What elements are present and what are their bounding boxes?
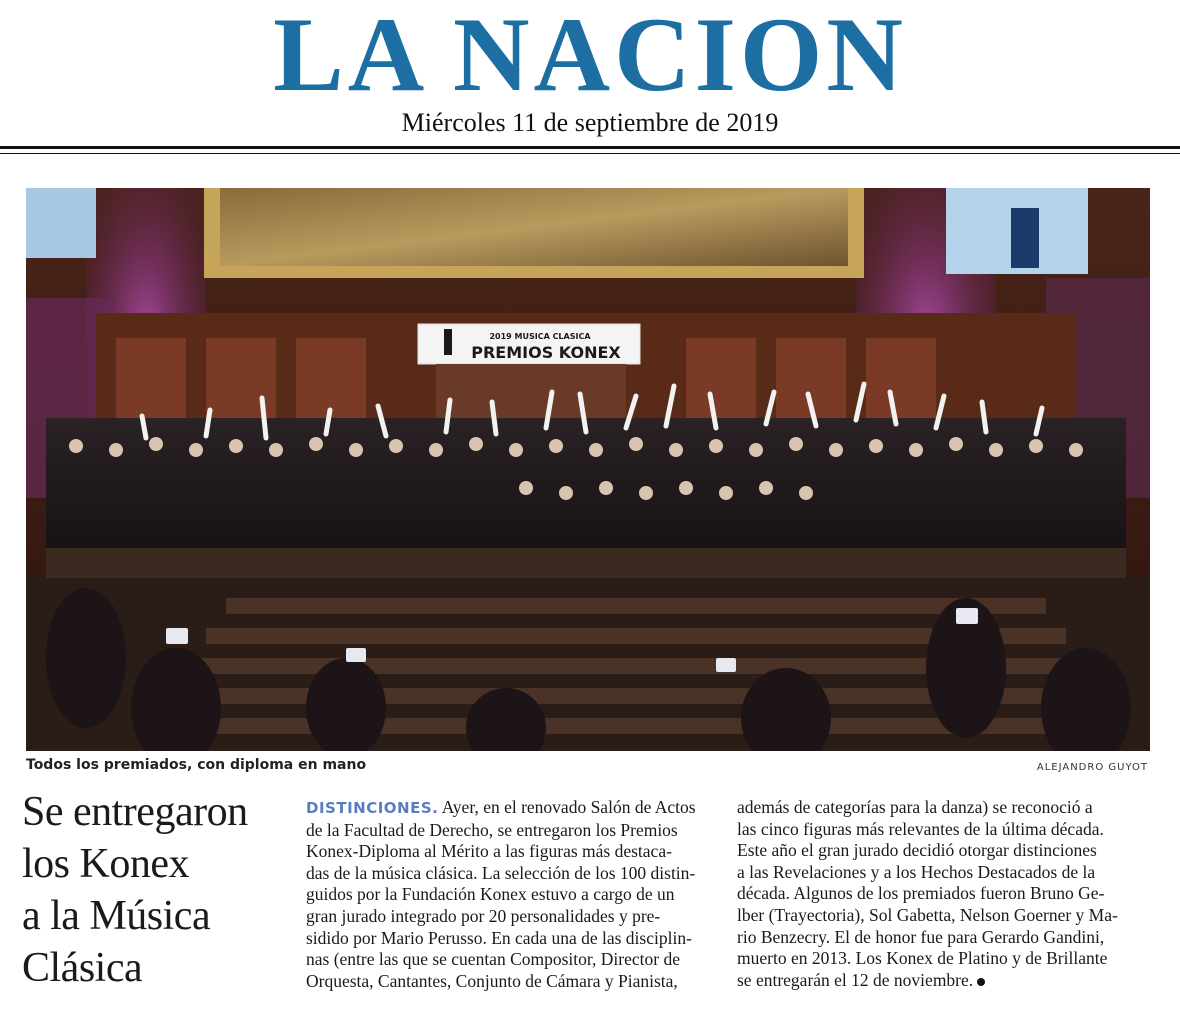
body-text: se entregarán el 12 de noviembre. xyxy=(737,969,974,990)
body-line: de la Facultad de Derecho, se entregaron los Premios xyxy=(306,819,678,840)
body-line: rio Benzecry. El de honor fue para Gerardo Gandini, xyxy=(737,926,1105,947)
headline-line: Clásica xyxy=(22,945,143,991)
newspaper-title: LA NACION xyxy=(273,0,907,113)
body-line: Este año el gran jurado decidió otorgar distinciones xyxy=(737,840,1097,861)
publication-date: Miércoles 11 de septiembre de 2019 xyxy=(401,108,779,137)
headline-line: Se entregaron xyxy=(22,789,248,835)
body-line: muerto en 2013. Los Konex de Platino y de Brillante xyxy=(737,948,1108,969)
body-line: década. Algunos de los premiados fueron Bruno Ge- xyxy=(737,883,1105,904)
body-line: lber (Trayectoria), Sol Gabetta, Nelson Goerner y Ma- xyxy=(737,904,1118,925)
end-mark-icon xyxy=(977,978,985,986)
body-line: Orquesta, Cantantes, Conjunto de Cámara y Pianista, xyxy=(306,970,678,991)
body-line: las cinco figuras más relevantes de la última década. xyxy=(737,818,1104,839)
body-line xyxy=(737,970,1149,992)
body-line: gran jurado integrado por 20 personalidades y pre- xyxy=(306,905,661,926)
body-text: Ayer, en el renovado Salón de Actos xyxy=(438,797,696,817)
body-line: sidido por Mario Perusso. En cada una de las disciplin- xyxy=(306,927,692,948)
banner-title: PREMIOS KONEX xyxy=(471,343,621,362)
banner-subtitle: 2019 MUSICA CLASICA xyxy=(489,332,591,341)
ceremony-photo xyxy=(26,188,1150,751)
body-line xyxy=(306,797,718,820)
body-line: guidos por la Fundación Konex estuvo a cargo de un xyxy=(306,884,675,905)
article-headline xyxy=(22,786,302,994)
body-line: nas (entre las que se cuentan Compositor, Director de xyxy=(306,949,680,970)
body-line: das de la música clásica. La selección de los 100 distin- xyxy=(306,862,696,883)
article-column-1 xyxy=(306,797,718,992)
body-line: a las Revelaciones y a los Hechos Destacados de la xyxy=(737,861,1096,882)
body-line: Konex-Diploma al Mérito a las figuras más destaca- xyxy=(306,841,672,862)
article-column-2 xyxy=(737,797,1149,991)
photo-credit: ALEJANDRO GUYOT xyxy=(1036,762,1148,773)
photo-caption: Todos los premiados, con diploma en mano xyxy=(26,757,367,773)
headline-line: a la Música xyxy=(22,893,211,939)
article-photo xyxy=(26,188,1150,751)
headline-line: los Konex xyxy=(22,841,189,887)
masthead-rule xyxy=(0,146,1180,149)
article-kicker: DISTINCIONES. xyxy=(306,799,439,817)
body-line: además de categorías para la danza) se reconoció a xyxy=(737,797,1093,817)
masthead-rule-thin xyxy=(0,153,1180,154)
